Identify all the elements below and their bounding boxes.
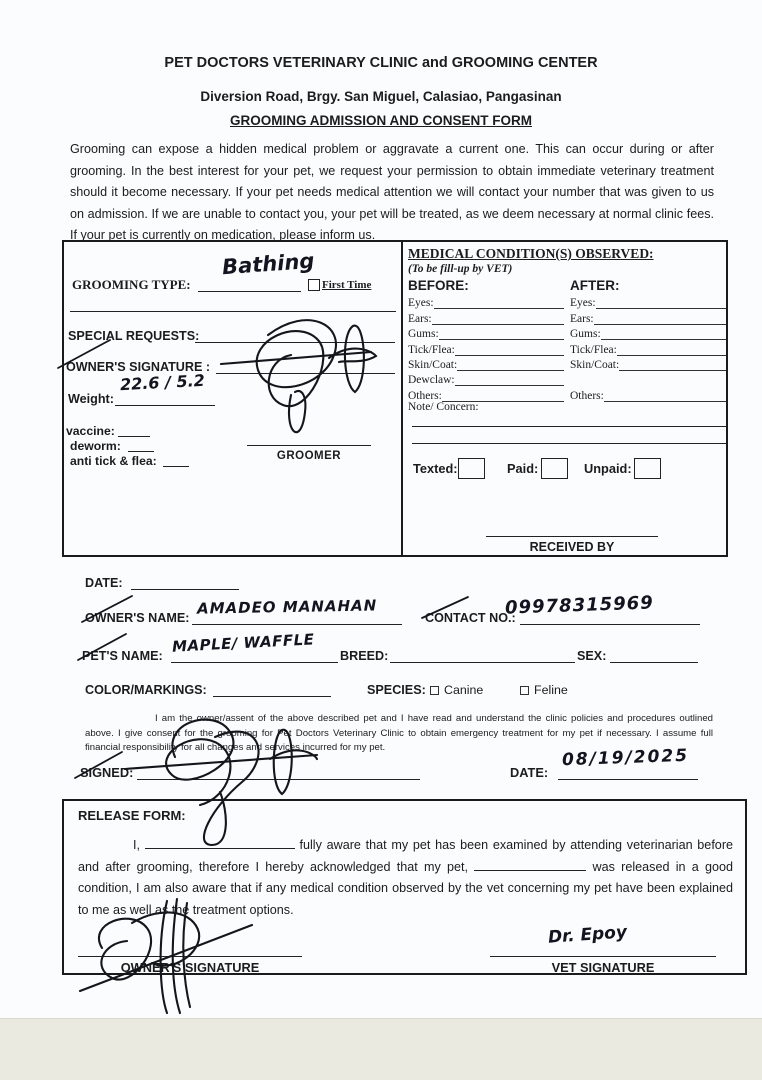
deworm-label: deworm: [70, 439, 121, 453]
row-line [432, 312, 564, 325]
before-label: BEFORE: [408, 278, 469, 293]
release-part-1: I, [133, 838, 140, 852]
row-line [439, 327, 564, 340]
consent-paragraph: I am the owner/assent of the above described pet and I have read and understand the clinic policies and procedures outlined above. I give consent for the grooming for Pet Doctors Veterinary Clinic to obtain emergency treatment for my pet if necessary. I assume full financial responsibility for all changes and services incurred for my pet. [85, 713, 713, 753]
paid-label: Paid: [507, 461, 539, 476]
deworm-line [128, 439, 154, 452]
row-label: Skin/Coat: [570, 358, 620, 371]
canine-label: Canine [444, 683, 484, 697]
texted-label: Texted: [413, 461, 458, 476]
release-part-2: fully aware that my pet has been examined by attending veterinarian before and after grooming, therefore I hereby acknowledged that my pet, [78, 838, 734, 874]
medical-row [408, 340, 726, 355]
breed-line [390, 648, 575, 663]
consent-date-label: DATE: [510, 765, 549, 780]
medical-subtitle: (To be fill-up by VET) [408, 263, 513, 275]
form-title: GROOMING ADMISSION AND CONSENT FORM [230, 113, 532, 128]
unpaid-checkbox-icon [634, 458, 661, 479]
medical-row [408, 371, 726, 386]
grooming-type-value: Bathing [221, 248, 316, 280]
first-time-checkbox-icon [308, 279, 320, 291]
medical-row [408, 386, 726, 401]
note-concern-label: Note/ Concern: [408, 401, 479, 413]
release-paragraph [78, 835, 733, 921]
texted-checkbox-icon [458, 458, 485, 479]
row-label: Tick/Flea: [408, 343, 455, 356]
first-time-label: First Time [322, 279, 372, 291]
special-requests-label: SPECIAL REQUESTS: [68, 329, 200, 343]
row-label: Gums: [408, 328, 439, 341]
anti-tick-flea-label: anti tick & flea: [70, 454, 157, 468]
vet-signature-value: Dr. Epoy [547, 922, 628, 948]
row-line [434, 296, 564, 309]
row-label: Ears: [408, 312, 432, 325]
species-label: SPECIES: [367, 683, 426, 697]
clinic-address: Diversion Road, Brgy. San Miguel, Calasiao, Pangasinan [200, 89, 562, 104]
medical-row [408, 325, 726, 340]
row-label: Dewclaw: [408, 374, 455, 387]
owners-name-value: AMADEO MANAHAN [196, 596, 378, 618]
vaccine-line [118, 424, 150, 437]
row-line [455, 373, 564, 386]
release-form-title: RELEASE FORM: [78, 808, 186, 823]
pets-name-value: MAPLE/ WAFFLE [171, 630, 315, 656]
row-line [457, 358, 564, 371]
row-line [596, 296, 726, 309]
row-line [442, 389, 564, 402]
intro-paragraph: Grooming can expose a hidden medical problem or aggravate a current one. This can occur during or after grooming. In the best interest for your pet, we request your permission to obtain immediate veterinary treatment should it become necessary. If your pet needs medical attention we will contact your number that was given to us on admission. If we are unable to contact you, your pet will be treated, as we deem necessary at normal clinic fees. If your pet is currently on medication, please inform us. [70, 142, 714, 243]
vaccine-label: vaccine: [66, 424, 115, 438]
feline-checkbox-icon [520, 686, 529, 695]
received-by-label: RECEIVED BY [529, 540, 615, 554]
row-line [619, 358, 726, 371]
grooming-type-label: GROOMING TYPE: [72, 277, 191, 292]
contact-no-value: 09978315969 [504, 592, 655, 619]
medical-row [408, 356, 726, 371]
row-label: Eyes: [570, 297, 596, 310]
row-line [455, 343, 564, 356]
owner-signature-label: OWNER'S SIGNATURE [120, 960, 260, 975]
medical-row [408, 309, 726, 324]
row-line [601, 327, 726, 340]
medical-title: MEDICAL CONDITION(S) OBSERVED: [408, 246, 654, 261]
row-label: Eyes: [408, 297, 434, 310]
groomer-line [247, 445, 371, 446]
medical-rows [408, 294, 726, 402]
breed-label: BREED: [340, 649, 389, 663]
vet-signature-line [490, 956, 716, 957]
release-blank-2 [474, 859, 586, 871]
vet-signature-label: VET SIGNATURE [551, 960, 655, 975]
species-feline-option [520, 683, 568, 697]
feline-label: Feline [534, 683, 568, 697]
date-label: DATE: [85, 576, 123, 590]
weight-label: Weight: [68, 392, 114, 406]
row-label: Gums: [570, 328, 601, 341]
row-label: Tick/Flea: [570, 343, 617, 356]
contact-no-label: CONTACT NO.: [425, 611, 516, 625]
left-separator-line [70, 311, 396, 312]
groomer-label: GROOMER [276, 450, 342, 462]
color-markings-label: COLOR/MARKINGS: [85, 683, 207, 697]
note-line-1 [412, 426, 726, 427]
sex-label: SEX: [577, 649, 607, 663]
canine-checkbox-icon [430, 686, 439, 695]
note-line-2 [412, 443, 726, 444]
row-line [594, 312, 726, 325]
release-part-3: was released in a good condition, I am also aware that if any medical condition observed by the vet concerning my pet have been explained to me as well as the treatment options. [78, 859, 733, 917]
release-blank-1 [145, 837, 295, 849]
consent-date-value: 08/19/2025 [561, 745, 690, 771]
box-divider [401, 240, 403, 557]
weight-value: 22.6 / 5.2 [119, 370, 206, 395]
owners-signature-label: OWNER'S SIGNATURE : [66, 360, 211, 374]
row-label: Ears: [570, 312, 594, 325]
sex-line [610, 648, 698, 663]
clinic-name: PET DOCTORS VETERINARY CLINIC and GROOMING CENTER [164, 55, 598, 71]
owners-name-label: OWNER'S NAME: [85, 611, 190, 625]
medical-row [408, 294, 726, 309]
row-line [617, 343, 726, 356]
grooming-type-line [198, 277, 301, 292]
after-label: AFTER: [570, 278, 620, 293]
owner-signature-line [78, 956, 302, 957]
row-label: Others: [408, 389, 442, 402]
special-requests-line [195, 328, 395, 343]
row-label: Skin/Coat: [408, 358, 458, 371]
anti-tick-flea-line [163, 454, 189, 467]
signed-line [137, 764, 420, 780]
unpaid-label: Unpaid: [584, 461, 632, 476]
species-canine-option [430, 683, 483, 697]
scanner-background-band [0, 1018, 762, 1080]
date-line [131, 575, 239, 590]
row-label: Others: [570, 389, 604, 402]
signed-label: SIGNED: [80, 765, 134, 780]
color-markings-line [213, 682, 331, 697]
paid-checkbox-icon [541, 458, 568, 479]
pets-name-label: PET'S NAME: [82, 649, 163, 663]
received-by-line [486, 536, 658, 537]
row-line [604, 389, 726, 402]
owners-signature-line [216, 359, 395, 374]
